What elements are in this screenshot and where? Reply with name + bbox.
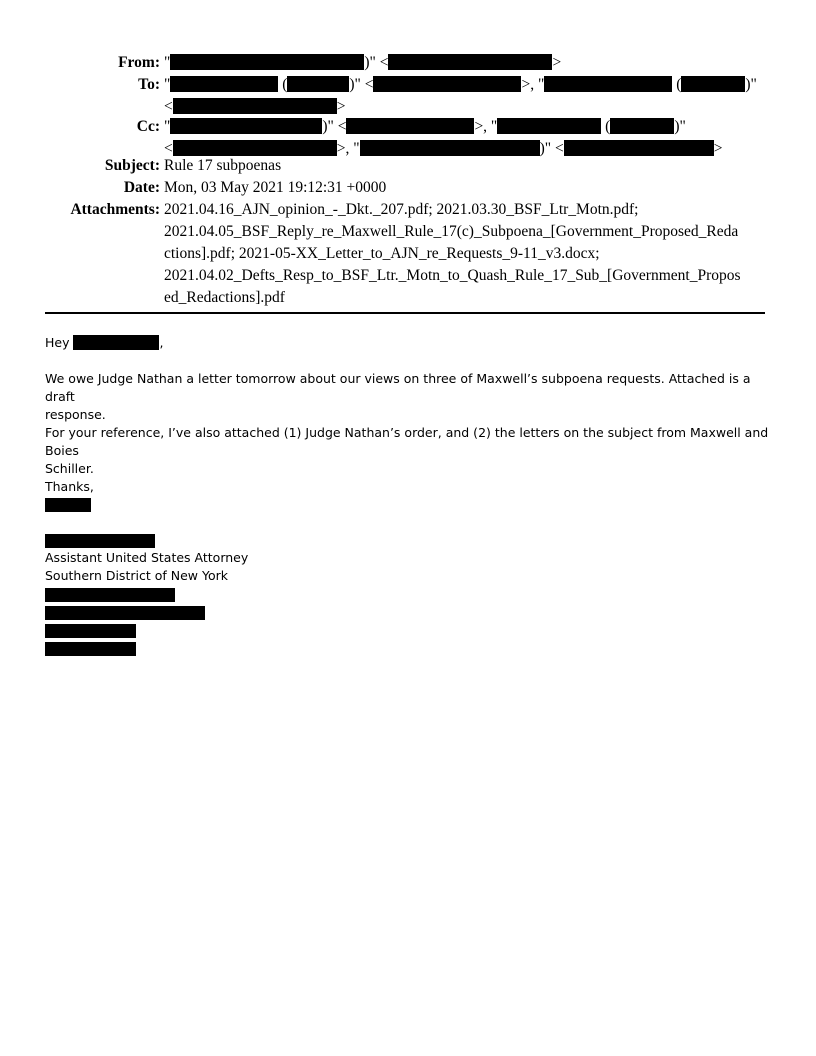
cc-label: Cc: — [136, 118, 160, 135]
paragraph-line: Schiller. — [45, 461, 94, 476]
attachment-line: 2021.04.05_BSF_Reply_re_Maxwell_Rule_17(c)_Subpoena_[Government_Proposed_Reda — [164, 223, 739, 240]
redaction — [45, 642, 136, 656]
attachments-label: Attachments: — [70, 201, 160, 218]
redaction — [173, 98, 337, 114]
paragraph-line: For your reference, I’ve also attached (1) Judge Nathan’s order, and (2) the letters on the subject from Maxwell and Boies — [45, 425, 769, 458]
from-value: " )" < > — [164, 54, 562, 71]
signature-title: Assistant United States Attorney — [45, 550, 249, 565]
redaction — [373, 76, 521, 92]
redaction — [287, 76, 349, 92]
redaction — [544, 76, 672, 92]
redaction — [45, 534, 155, 548]
redaction — [45, 624, 136, 638]
redaction — [45, 498, 91, 512]
signature-office: Southern District of New York — [45, 568, 228, 583]
redaction — [564, 140, 714, 156]
redaction — [388, 54, 552, 70]
redaction — [45, 588, 175, 602]
attachment-line: 2021.04.02_Defts_Resp_to_BSF_Ltr._Motn_to_Quash_Rule_17_Sub_[Government_Propos — [164, 267, 741, 284]
header-divider — [45, 312, 765, 314]
greeting-comma: , — [159, 335, 164, 350]
redaction — [170, 54, 364, 70]
redaction — [610, 118, 674, 134]
attachment-line: 2021.04.16_AJN_opinion_-_Dkt._207.pdf; 2021.03.30_BSF_Ltr_Motn.pdf; — [164, 201, 639, 218]
greeting-text: Hey — [45, 335, 70, 350]
redaction — [170, 76, 278, 92]
paragraph-2 — [45, 424, 770, 478]
redaction — [73, 335, 159, 350]
subject-value: Rule 17 subpoenas — [164, 157, 282, 174]
paragraph-line: We owe Judge Nathan a letter tomorrow about our views on three of Maxwell’s subpoena requests. Attached is a draft — [45, 371, 751, 404]
redaction — [497, 118, 601, 134]
attachment-line: ctions].pdf; 2021-05-XX_Letter_to_AJN_re_Requests_9-11_v3.docx; — [164, 245, 600, 262]
attachment-line: ed_Redactions].pdf — [164, 289, 285, 306]
redaction — [681, 76, 745, 92]
redaction — [360, 140, 540, 156]
greeting-line — [45, 334, 770, 352]
redaction — [170, 118, 322, 134]
paragraph-line: response. — [45, 407, 106, 422]
cc-value: " )" < >, " ( )" < >, " )" < > — [164, 118, 723, 157]
paragraph-1 — [45, 370, 770, 424]
to-value: " ( )" < >, " ( )" < > — [164, 76, 757, 115]
redaction — [346, 118, 474, 134]
date-label: Date: — [123, 179, 160, 196]
signoff: Thanks, — [45, 479, 94, 494]
from-label: From: — [118, 54, 160, 71]
subject-label: Subject: — [104, 157, 160, 174]
redaction — [45, 606, 205, 620]
attachments-list — [164, 199, 764, 309]
redaction — [173, 140, 337, 156]
date-value: Mon, 03 May 2021 19:12:31 +0000 — [164, 179, 387, 196]
to-label: To: — [138, 76, 160, 93]
